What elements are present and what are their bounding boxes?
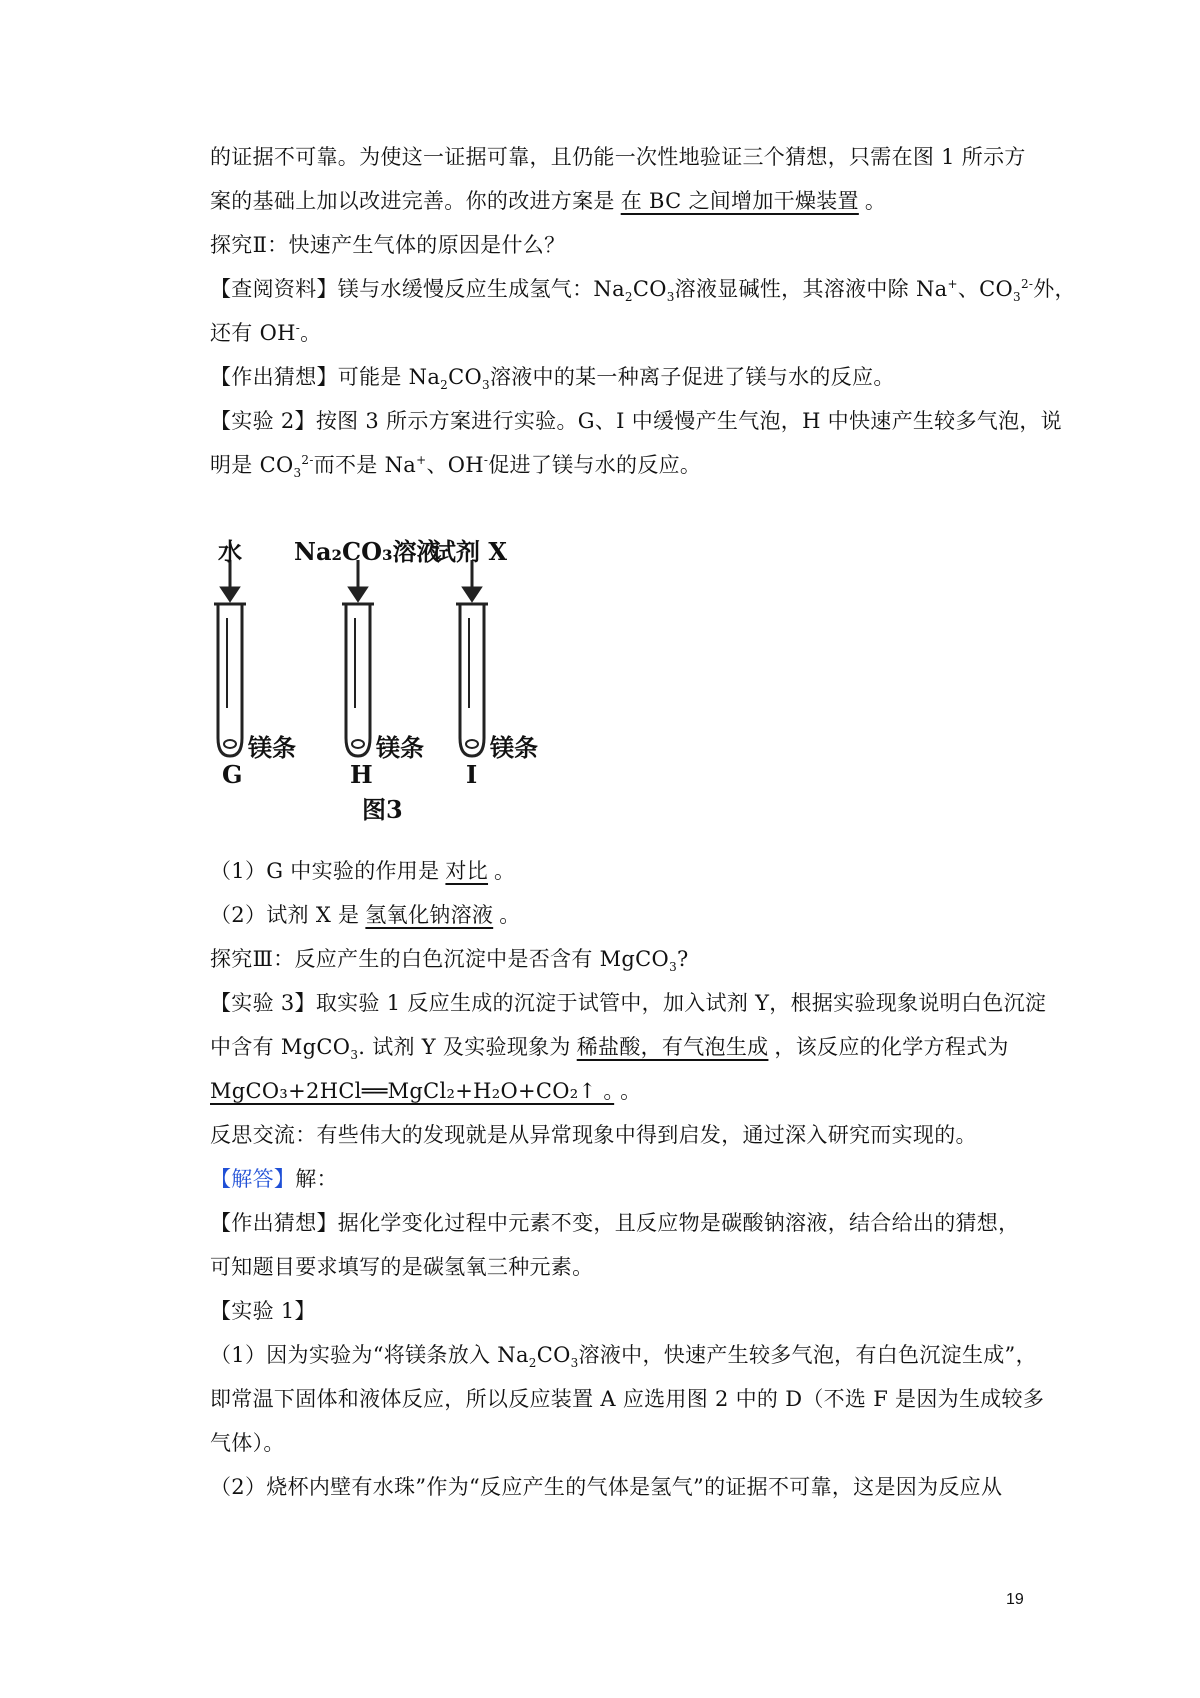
text-line: 【实验 1】: [210, 1299, 316, 1323]
label-water: 水: [218, 537, 242, 566]
text-line: 案的基础上加以改进完善。你的改进方案是 在 BC 之间增加干燥装置 。: [210, 189, 887, 213]
text-line: 还有 OH-。: [210, 321, 322, 345]
text-line: 可知题目要求填写的是碳氢氧三种元素。: [210, 1255, 594, 1279]
text-line: MgCO₃+2HCl══MgCl₂+H₂O+CO₂↑ 。 。: [210, 1079, 642, 1103]
text-line: 【实验 2】按图 3 所示方案进行实验。G、I 中缓慢产生气泡，H 中快速产生较多气泡，说: [210, 409, 1062, 433]
text-line: 【作出猜想】可能是 $Na_2CO_3$溶液中的某一种离子促进了镁与水的反应。: [210, 365, 895, 393]
text-line: 中含有 MgCO$_3$. 试剂 Y 及实验现象为 稀盐酸，有气泡生成 ，该反应的化学方程式为: [210, 1035, 1009, 1063]
label-na2co3-solution: Na₂CO₃溶液: [294, 537, 441, 566]
text-line: 明是 $CO_3^{2-}$而不是 Na+、OH-促进了镁与水的反应。: [210, 453, 702, 481]
text-line: 的证据不可靠。为使这一证据可靠，且仍能一次性地验证三个猜想，只需在图 1 所示方: [210, 145, 1026, 169]
text-line: 【作出猜想】据化学变化过程中元素不变，且反应物是碳酸钠溶液，结合给出的猜想，: [210, 1211, 1020, 1235]
answer-blank: 稀盐酸，有气泡生成: [576, 1035, 769, 1059]
section-heading: 探究Ⅲ：反应产生的白色沉淀中是否含有 MgCO$_3$?: [210, 947, 689, 975]
label-magnesium-g: 镁条: [248, 733, 296, 762]
test-tube-diagram: [210, 538, 570, 828]
label-magnesium-i: 镁条: [490, 733, 538, 762]
label-tube-i: I: [466, 760, 478, 789]
figure-3-test-tubes: [210, 538, 570, 828]
label-magnesium-h: 镁条: [376, 733, 424, 762]
figure-caption: 图3: [362, 795, 403, 824]
answer-blank: 氢氧化钠溶液: [365, 903, 494, 927]
label-tube-g: G: [222, 760, 243, 789]
text-line: 反思交流：有些伟大的发现就是从异常现象中得到启发，通过深入研究而实现的。: [210, 1123, 977, 1147]
question-line: （2）试剂 X 是 氢氧化钠溶液 。: [210, 903, 521, 927]
answer-blank: MgCO₃+2HCl══MgCl₂+H₂O+CO₂↑ 。: [210, 1079, 615, 1103]
text-line: 气体）。: [210, 1431, 285, 1455]
text-line: 【实验 3】取实验 1 反应生成的沉淀于试管中，加入试剂 Y，根据实验现象说明白色沉淀: [210, 991, 1047, 1015]
text-line: 即常温下固体和液体反应，所以反应装置 A 应选用图 2 中的 D（不选 F 是因为生成较多: [210, 1387, 1045, 1411]
section-heading: 探究Ⅱ：快速产生气体的原因是什么？: [210, 233, 566, 257]
text-line: 【查阅资料】镁与水缓慢反应生成氢气：$Na_2CO_3$溶液显碱性，其溶液中除 Na+、$CO_3^{2-}$外，: [210, 277, 1076, 305]
page-number: 19: [1006, 1591, 1024, 1608]
answer-blank: 在 BC 之间增加干燥装置: [620, 189, 859, 213]
text-line: （1）因为实验为“将镁条放入 $Na_2CO_3$溶液中，快速产生较多气泡，有白色沉淀生成”，: [210, 1343, 1037, 1371]
label-reagent-x: 试剂 X: [432, 537, 507, 566]
answer-blank: 对比: [445, 859, 489, 883]
question-line: （1）G 中实验的作用是 对比 。: [210, 859, 516, 883]
answer-heading: 【解答】解：: [210, 1167, 338, 1191]
text-line: （2）烧杯内壁有水珠”作为“反应产生的气体是氢气”的证据不可靠，这是因为反应从: [210, 1475, 1003, 1499]
label-tube-h: H: [350, 760, 373, 789]
